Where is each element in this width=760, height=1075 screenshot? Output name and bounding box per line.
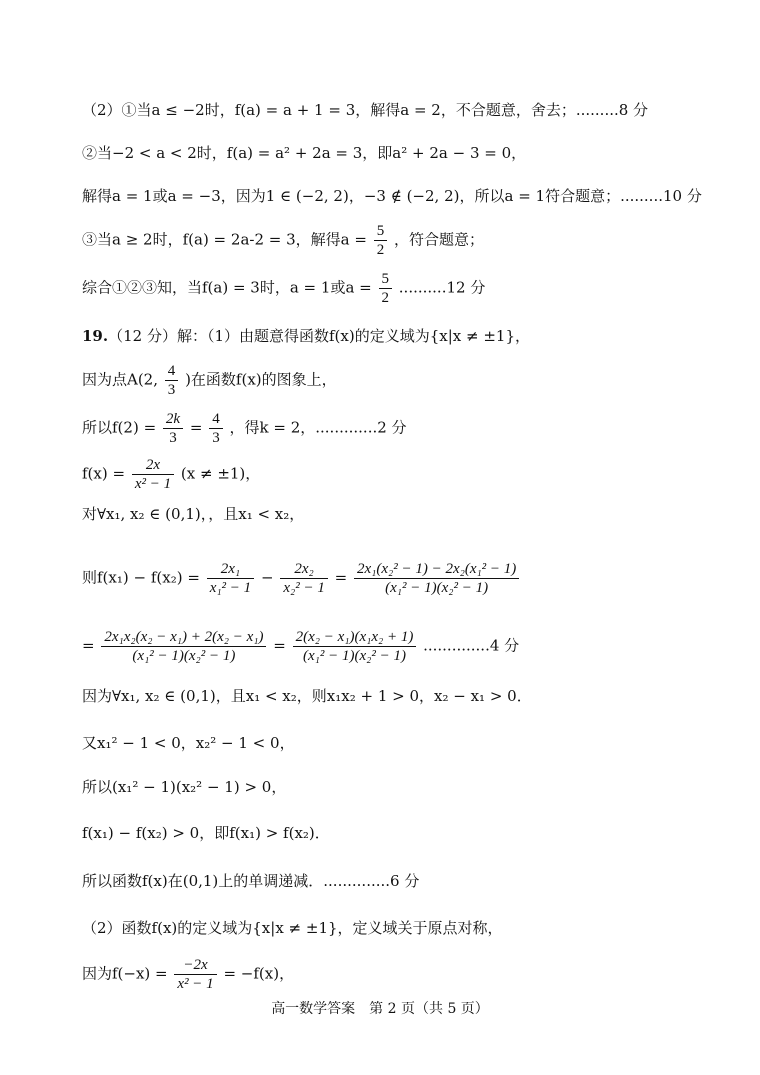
denominator: x₂² − 1	[283, 580, 325, 596]
text: (x ≠ ±1)，	[180, 464, 261, 483]
line-because	[82, 686, 532, 706]
text: 所以f(2) =	[82, 418, 157, 437]
numerator: 5	[374, 222, 388, 241]
line-case2-solution	[82, 186, 702, 206]
denominator: 3	[212, 430, 220, 446]
denominator: x² − 1	[134, 476, 172, 492]
fraction	[354, 560, 519, 597]
question-number: 19.	[82, 327, 109, 345]
text: ③当a ≥ 2时，f(a) = 2a-2 = 3，解得a =	[82, 230, 367, 249]
denominator: (x₁² − 1)(x₂² − 1)	[302, 648, 406, 664]
text: 所以函数f(x)在(0,1)上的单调递减．..............6 分	[82, 872, 420, 890]
text: （2）①当a ≤ −2时，f(a) = a + 1 = 3，解得a = 2，不合题意，舍去；.........8 分	[82, 101, 649, 119]
line-product-positive	[82, 777, 286, 797]
line-part2-domain	[82, 918, 503, 938]
line-for-all	[82, 504, 304, 524]
line-monotonic	[82, 871, 419, 891]
text: 因为f(−x) =	[82, 964, 168, 983]
numerator: 2x₁x₂(x₂ − x₁) + 2(x₂ − x₁)	[101, 628, 266, 647]
denominator: (x₁² − 1)(x₂² − 1)	[132, 648, 236, 664]
numerator: 2x₁	[207, 560, 255, 579]
text: 则f(x₁) − f(x₂) =	[82, 568, 200, 587]
fraction	[165, 362, 179, 399]
fraction	[174, 956, 216, 993]
text: 解得a = 1或a = −3，因为1 ∈ (−2, 2)，−3 ∉ (−2, 2)，所以a = 1符合题意；.........10 分	[82, 187, 702, 205]
fraction	[280, 560, 328, 597]
text: ..........12 分	[398, 278, 486, 297]
line-point-a	[82, 362, 337, 399]
denominator: 3	[169, 430, 177, 446]
numerator: 2x₁(x₂² − 1) − 2x₂(x₁² − 1)	[354, 560, 519, 579]
text: ..............4 分	[423, 636, 520, 655]
text: =	[334, 568, 348, 587]
text: =	[189, 418, 203, 437]
denominator: x² − 1	[177, 976, 214, 992]
line-q19-domain	[82, 326, 530, 346]
fraction	[293, 628, 417, 665]
text: = −f(x)，	[223, 964, 295, 983]
numerator: 2x₂	[280, 560, 328, 579]
text: 因为∀x₁, x₂ ∈ (0,1)，且x₁ < x₂，则x₁x₂ + 1 > 0，x₂ − x₁ > 0．	[82, 687, 532, 705]
line-compare	[82, 823, 330, 843]
text: −	[260, 568, 274, 587]
fraction	[163, 410, 183, 447]
text: ，符合题意；	[393, 230, 484, 249]
text: f(x) =	[82, 464, 126, 483]
fraction	[207, 560, 255, 597]
fraction	[379, 270, 393, 307]
fraction	[374, 222, 388, 259]
line-also	[82, 733, 295, 753]
line-simplify	[82, 628, 519, 665]
line-odd-function	[82, 956, 294, 993]
denominator: x₁² − 1	[209, 580, 252, 596]
page-footer: 高一数学答案 第 2 页（共 5 页）	[271, 1001, 489, 1017]
fraction	[132, 456, 174, 493]
numerator: 5	[379, 270, 393, 289]
text: ，得k = 2，.............2 分	[229, 418, 407, 437]
denominator: 3	[167, 382, 176, 398]
line-case3	[82, 222, 484, 259]
text: )在函数f(x)的图象上，	[185, 370, 337, 389]
denominator: 2	[381, 290, 389, 306]
numerator: −2x	[174, 956, 216, 975]
line-find-k	[82, 410, 407, 447]
line-conclusion	[82, 270, 485, 307]
text: f(x₁) − f(x₂) > 0，即f(x₁) > f(x₂)．	[82, 824, 330, 842]
text: =	[82, 636, 95, 655]
line-part2-case1	[82, 100, 648, 120]
numerator: 2x	[132, 456, 174, 475]
numerator: 4	[165, 362, 179, 381]
text: 所以(x₁² − 1)(x₂² − 1) > 0，	[82, 778, 287, 796]
text: （2）函数f(x)的定义域为{x|x ≠ ±1}，定义域关于原点对称，	[82, 919, 503, 937]
denominator: 2	[376, 242, 385, 258]
line-case2	[82, 143, 526, 163]
fraction	[209, 410, 223, 447]
line-difference	[82, 560, 521, 597]
text: 因为点A(2,	[82, 370, 158, 389]
numerator: 4	[209, 410, 223, 429]
line-fx-definition	[82, 456, 260, 493]
numerator: 2(x₂ − x₁)(x₁x₂ + 1)	[293, 628, 417, 647]
text: （12 分）解：（1）由题意得函数f(x)的定义域为{x|x ≠ ±1}，	[108, 327, 531, 345]
text: 对∀x₁, x₂ ∈ (0,1)，，且x₁ < x₂，	[82, 505, 305, 523]
denominator: (x₁² − 1)(x₂² − 1)	[385, 580, 489, 596]
text: ②当−2 < a < 2时，f(a) = a² + 2a = 3，即a² + 2a − 3 = 0，	[82, 144, 527, 162]
text: 又x₁² − 1 < 0，x₂² − 1 < 0，	[82, 734, 295, 752]
text: =	[273, 636, 286, 655]
text: 综合①②③知，当f(a) = 3时，a = 1或a =	[82, 278, 372, 297]
numerator: 2k	[163, 410, 183, 429]
fraction	[101, 628, 266, 665]
